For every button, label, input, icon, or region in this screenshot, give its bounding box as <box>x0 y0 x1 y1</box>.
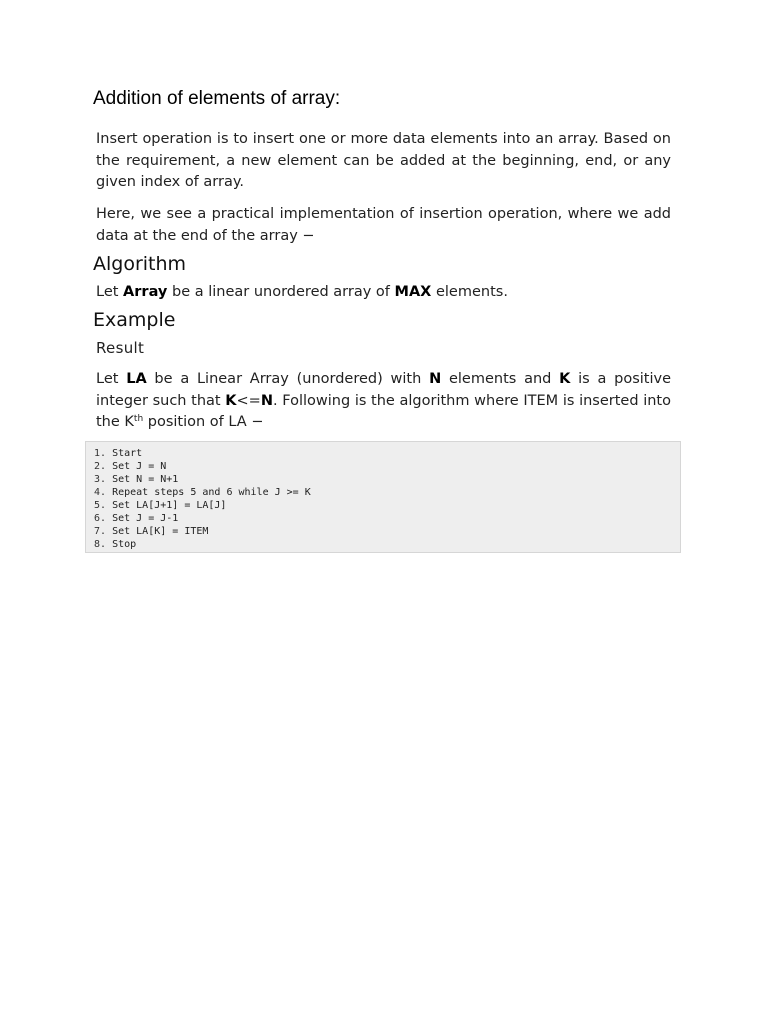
code-line <box>94 473 178 486</box>
code-line-text: Set J = J-1 <box>106 513 179 524</box>
algorithm-text-middle: be a linear unordered array of <box>167 284 395 300</box>
code-line-text: Set LA[K] = ITEM <box>106 526 209 537</box>
code-line-text: Set N = N+1 <box>106 474 179 485</box>
algorithm-heading: Algorithm <box>93 253 187 275</box>
example-t1: Let <box>96 371 127 387</box>
intro-paragraph-1: Insert operation is to insert one or more data elements into an array. Based on the requirement, a new element can be added at the beginning, end, or any given index of array. <box>96 131 671 190</box>
term-n: N <box>429 371 442 387</box>
example-t3: elements and <box>441 371 560 387</box>
intro-paragraph-2: Here, we see a practical implementation of insertion operation, where we add data at the end of the array − <box>96 206 671 244</box>
code-line-number: 3. <box>94 474 107 485</box>
algorithm-text-suffix: elements. <box>431 284 508 300</box>
code-line-text: Repeat steps 5 and 6 while J >= K <box>106 487 311 498</box>
term-n2: N <box>260 392 273 409</box>
term-array: Array <box>123 284 168 300</box>
code-line-text: Set LA[J+1] = LA[J] <box>106 500 227 511</box>
code-line-text: Stop <box>106 539 137 550</box>
code-line <box>94 460 166 473</box>
algorithm-text-prefix: Let <box>96 284 124 300</box>
term-max: MAX <box>394 284 432 300</box>
term-la: LA <box>126 371 147 387</box>
code-line-number: 7. <box>94 526 107 537</box>
code-line-number: 4. <box>94 487 107 498</box>
code-block <box>85 441 681 553</box>
code-line-number: 8. <box>94 539 107 550</box>
example-t5: . Following is the algorithm where ITEM is inserted into the K <box>96 392 671 430</box>
code-line <box>94 538 136 551</box>
example-t6: position of LA − <box>143 414 264 430</box>
result-subheading: Result <box>96 339 145 357</box>
superscript-th: th <box>133 414 144 424</box>
example-t4: is a positive integer such that <box>96 371 672 409</box>
code-line-number: 6. <box>94 513 107 524</box>
example-t2: be a Linear Array (unordered) with <box>146 371 430 387</box>
term-k2: K <box>225 392 237 409</box>
code-line <box>94 447 142 460</box>
term-k: K <box>559 371 571 387</box>
example-description <box>96 369 671 434</box>
code-line <box>94 486 311 499</box>
page-title: Addition of elements of array: <box>93 88 341 109</box>
code-line-number: 2. <box>94 461 107 472</box>
code-line-number: 5. <box>94 500 107 511</box>
example-heading: Example <box>93 309 176 331</box>
code-line-number: 1. <box>94 448 107 459</box>
code-line <box>94 512 178 525</box>
code-line-text: Set J = N <box>106 461 167 472</box>
code-line <box>94 499 226 512</box>
code-line <box>94 525 208 538</box>
algorithm-description <box>96 282 671 304</box>
term-lte: <= <box>236 392 261 409</box>
code-line-text: Start <box>106 448 143 459</box>
